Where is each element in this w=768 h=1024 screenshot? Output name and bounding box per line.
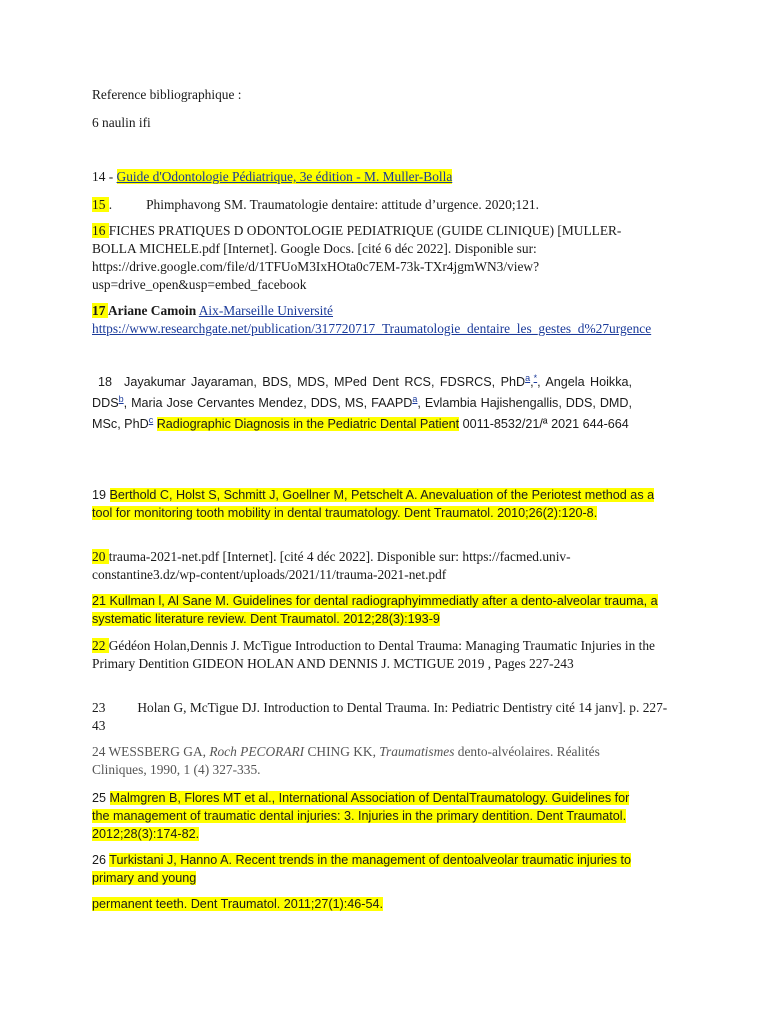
reference-26: [92, 851, 652, 887]
affil-a2-link[interactable]: a: [412, 393, 418, 404]
ref-text: Phimphavong SM. Traumatologie dentaire: attitude d’urgence. 2020;121.: [146, 197, 539, 212]
affil-c-link[interactable]: c: [148, 414, 154, 425]
ref-text: Berthold C, Holst S, Schmitt J, Goellner M, Petschelt A. Anevaluation of the Periotest method as a tool for monitoring tooth mobility in dental traumatology. Dent Traumatol. 2010;26(2):120-8.: [92, 488, 655, 520]
reference-19: [92, 486, 660, 522]
ref-author-4: , Evlambia Hajishengallis, DDS, DMD, MSc, PhD: [92, 396, 633, 431]
ref-text: permanent teeth. Dent Traumatol. 2011;27(1):46-54.: [92, 897, 383, 911]
ref-number: 26: [92, 853, 110, 867]
reference-18: [92, 372, 632, 435]
ref-14-link[interactable]: Guide d'Odontologie Pédiatrique, 3e édition - M. Muller-Bolla: [116, 169, 453, 184]
ref-text: Malmgren B, Flores MT et al., International Association of DentalTraumatology. Guidelines for the management of traumatic dental injuries: 3. Injuries in the primary dentition. Dent Traumatol. 2012;28(3):174-82.: [92, 791, 630, 841]
reference-26-continued: [92, 895, 682, 913]
ref-author-2: , Angela Hoikka, DDS: [92, 375, 632, 410]
ref-number: 15: [92, 197, 109, 212]
ref-number: 17: [92, 303, 108, 318]
reference-25: [92, 789, 632, 843]
ref-author-3: , Maria Jose Cervantes Mendez, DDS, MS, FAAPD: [123, 396, 413, 410]
ref-author-1: Jayakumar Jayaraman, BDS, MDS, MPed Dent RCS, FDSRCS, PhD: [124, 375, 526, 389]
ref-number: 18: [98, 375, 113, 389]
reference-22: [92, 637, 670, 673]
ref-text-5: dento-alvéolaires. Réalités Cliniques, 1990, 1 (4) 327-335.: [92, 744, 600, 777]
ref-text-4: Traumatismes: [379, 744, 455, 759]
reference-15: [92, 196, 682, 214]
corresponding-link[interactable]: *: [533, 372, 538, 383]
reference-17: [92, 302, 676, 338]
reference-20: [92, 548, 660, 584]
ref-dot: .: [108, 197, 113, 212]
ref-author: Ariane Camoin: [108, 303, 197, 318]
ref-text-2: Roch PECORARI: [209, 744, 305, 759]
ref-text: trauma-2021-net.pdf [Internet]. [cité 4 déc 2022]. Disponible sur: https://facmed.univ-constantine3.dz/wp-content/uploads/2021/11/trauma-2021-net.pdf: [92, 549, 571, 582]
reference-24: [92, 743, 652, 779]
heading-reference: Reference bibliographique :: [92, 87, 242, 102]
affil-a-link[interactable]: a: [525, 372, 531, 383]
ref-text: Kullman l, Al Sane M. Guidelines for dental radiographyimmediatly after a dento-alveolar trauma, a systematic literature review. Dent Traumatol. 2012;28(3):193-9: [92, 594, 658, 626]
ref-text-3: CHING KK,: [304, 744, 380, 759]
ref-tail: 0011-8532/21/ª 2021 644-664: [462, 417, 629, 431]
reference-16: [92, 222, 652, 294]
ref-text-1: WESSBERG GA,: [108, 744, 210, 759]
ref-text: Gédéon Holan,Dennis J. McTigue Introduction to Dental Trauma: Managing Traumatic Injuries in the Primary Dentition GIDEON HOLAN AND DENNIS J. MCTIGUE 2019 , Pages 227-243: [92, 638, 655, 671]
ref-text: FICHES PRATIQUES D ODONTOLOGIE PEDIATRIQUE (GUIDE CLINIQUE) [MULLER-BOLLA MICHELE.pdf [Internet]. Google Docs. [cité 6 déc 2022]. Disponible sur: https://drive.google.com/file/d/1TFUoM3IxHOta0c7EM-73k-TXr4jgmWN3/view?usp=drive_open&usp=embed_facebook: [92, 223, 622, 292]
ref-text: Holan G, McTigue DJ. Introduction to Dental Trauma. In: Pediatric Dentistry cité 14 janv]. p. 227-43: [92, 700, 668, 733]
ref-number: 21: [92, 594, 110, 608]
reference-14: [92, 168, 682, 186]
ref-number: 24: [92, 744, 109, 759]
ref-number: 16: [92, 223, 109, 238]
affil-b-link[interactable]: b: [118, 393, 124, 404]
ref-number: 22: [92, 638, 109, 653]
ref-text: Turkistani J, Hanno A. Recent trends in the management of dentoalveolar traumatic injuries to primary and young: [92, 853, 632, 885]
ref-url-link[interactable]: https://www.researchgate.net/publication/317720717_Traumatologie_dentaire_les_gestes_d%27urgence: [92, 321, 652, 336]
ref-number: 20: [92, 549, 109, 564]
ref-number: 19: [92, 488, 110, 502]
reference-21: [92, 592, 678, 628]
heading-subtitle: 6 naulin ifi: [92, 115, 151, 130]
ref-number: 23: [92, 700, 106, 715]
reference-23: [92, 699, 672, 735]
ref-number: 14 -: [92, 169, 117, 184]
ref-title: Radiographic Diagnosis in the Pediatric Dental Patient: [156, 417, 460, 431]
ref-affiliation-link[interactable]: Aix-Marseille Université: [198, 303, 334, 318]
ref-number: 25: [92, 791, 110, 805]
separator: ,: [530, 375, 534, 389]
